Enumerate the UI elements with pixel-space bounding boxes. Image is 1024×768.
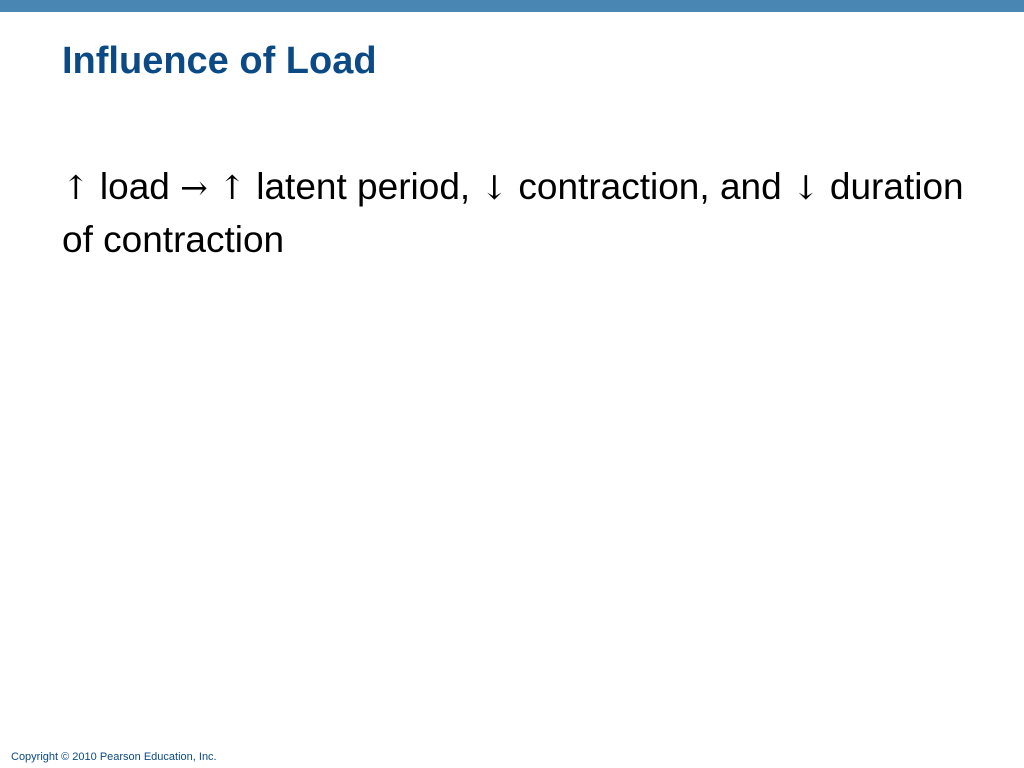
body-text-duration: duration of contraction <box>62 166 964 260</box>
slide-title: Influence of Load <box>62 40 377 82</box>
up-arrow-icon: ↑ <box>62 168 90 207</box>
body-text-latent-period: latent period, <box>245 166 481 207</box>
top-accent-bar <box>0 0 1024 12</box>
copyright-footer: Copyright © 2010 Pearson Education, Inc. <box>11 751 217 763</box>
right-arrow-icon: → <box>180 168 208 207</box>
down-arrow-icon: ↓ <box>480 168 509 207</box>
up-arrow-icon-2: ↑ <box>207 168 246 207</box>
body-text-load: load <box>89 166 181 207</box>
slide-body-text <box>62 161 982 266</box>
body-text-contraction: contraction, and <box>508 166 792 207</box>
down-arrow-icon-2: ↓ <box>791 168 820 207</box>
